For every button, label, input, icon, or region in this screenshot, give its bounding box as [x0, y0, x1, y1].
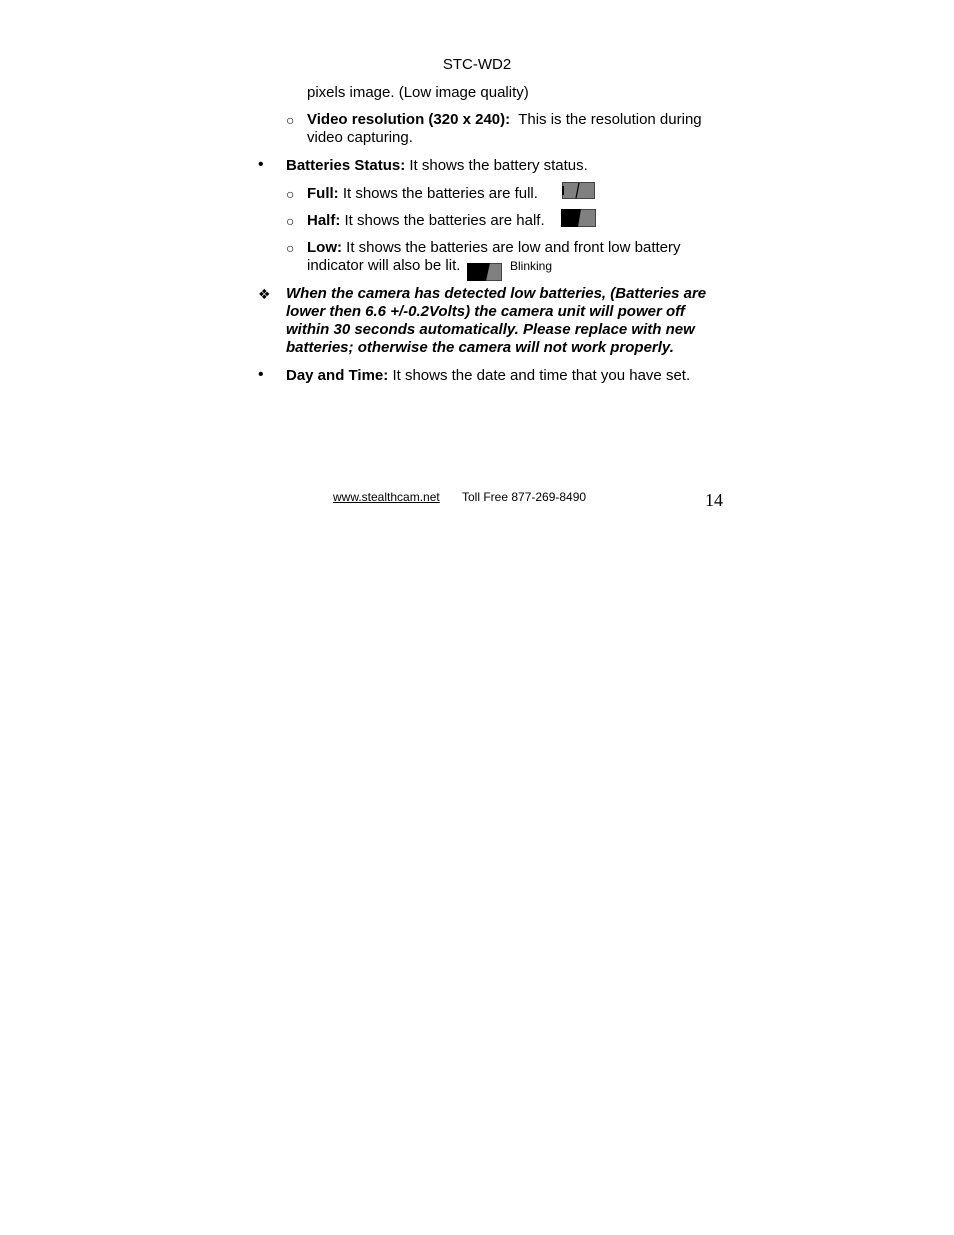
low-label: Low: — [307, 239, 342, 256]
battery-half-icon — [561, 209, 597, 228]
low-text: It shows the batteries are low and front low battery — [346, 239, 681, 256]
video-resolution-text: This is the resolution during — [518, 111, 702, 128]
battery-full-icon — [562, 182, 596, 200]
blinking-label: Blinking — [510, 259, 553, 273]
low-line2: indicator will also be lit. — [307, 257, 461, 274]
video-resolution-line1 — [307, 111, 702, 129]
bullet: • — [258, 366, 264, 383]
warning-line2: lower then 6.6 +/-0.2Volts) the camera unit will power off — [286, 303, 685, 320]
half-text: It shows the batteries are half. — [344, 212, 545, 229]
full-line — [307, 185, 538, 203]
sub-bullet: ○ — [286, 240, 295, 256]
video-resolution-line2: video capturing. — [307, 129, 413, 146]
diamond-bullet-icon: ❖ — [258, 286, 271, 302]
page-header: STC-WD2 — [442, 56, 512, 73]
battery-low-icon — [467, 263, 503, 282]
batteries-status-label: Batteries Status: — [286, 157, 406, 174]
day-time-text: It shows the date and time that you have set. — [392, 367, 691, 384]
batteries-status-text: It shows the battery status. — [409, 157, 588, 174]
page-number: 14 — [705, 490, 723, 510]
website-link[interactable]: www.stealthcam.net — [333, 490, 440, 504]
half-label: Half: — [307, 212, 341, 229]
bullet: • — [258, 156, 264, 173]
sub-bullet: ○ — [286, 112, 295, 128]
day-time-label: Day and Time: — [286, 367, 389, 384]
day-time-line — [286, 367, 690, 385]
low-line1 — [307, 239, 681, 257]
half-line — [307, 212, 545, 230]
pixels-line: pixels image. (Low image quality) — [307, 84, 529, 101]
full-text: It shows the batteries are full. — [342, 185, 538, 202]
batteries-status-line — [286, 157, 588, 175]
video-resolution-label: Video resolution (320 x 240): — [307, 111, 511, 128]
full-label: Full: — [307, 185, 339, 202]
warning-line3: within 30 seconds automatically. Please replace with new — [286, 321, 695, 338]
warning-line4: batteries; otherwise the camera will not work properly. — [286, 339, 674, 356]
sub-bullet: ○ — [286, 186, 295, 202]
warning-line1: When the camera has detected low batteries, (Batteries are — [286, 285, 707, 302]
sub-bullet: ○ — [286, 213, 295, 229]
toll-free-phone: Toll Free 877-269-8490 — [462, 490, 587, 504]
